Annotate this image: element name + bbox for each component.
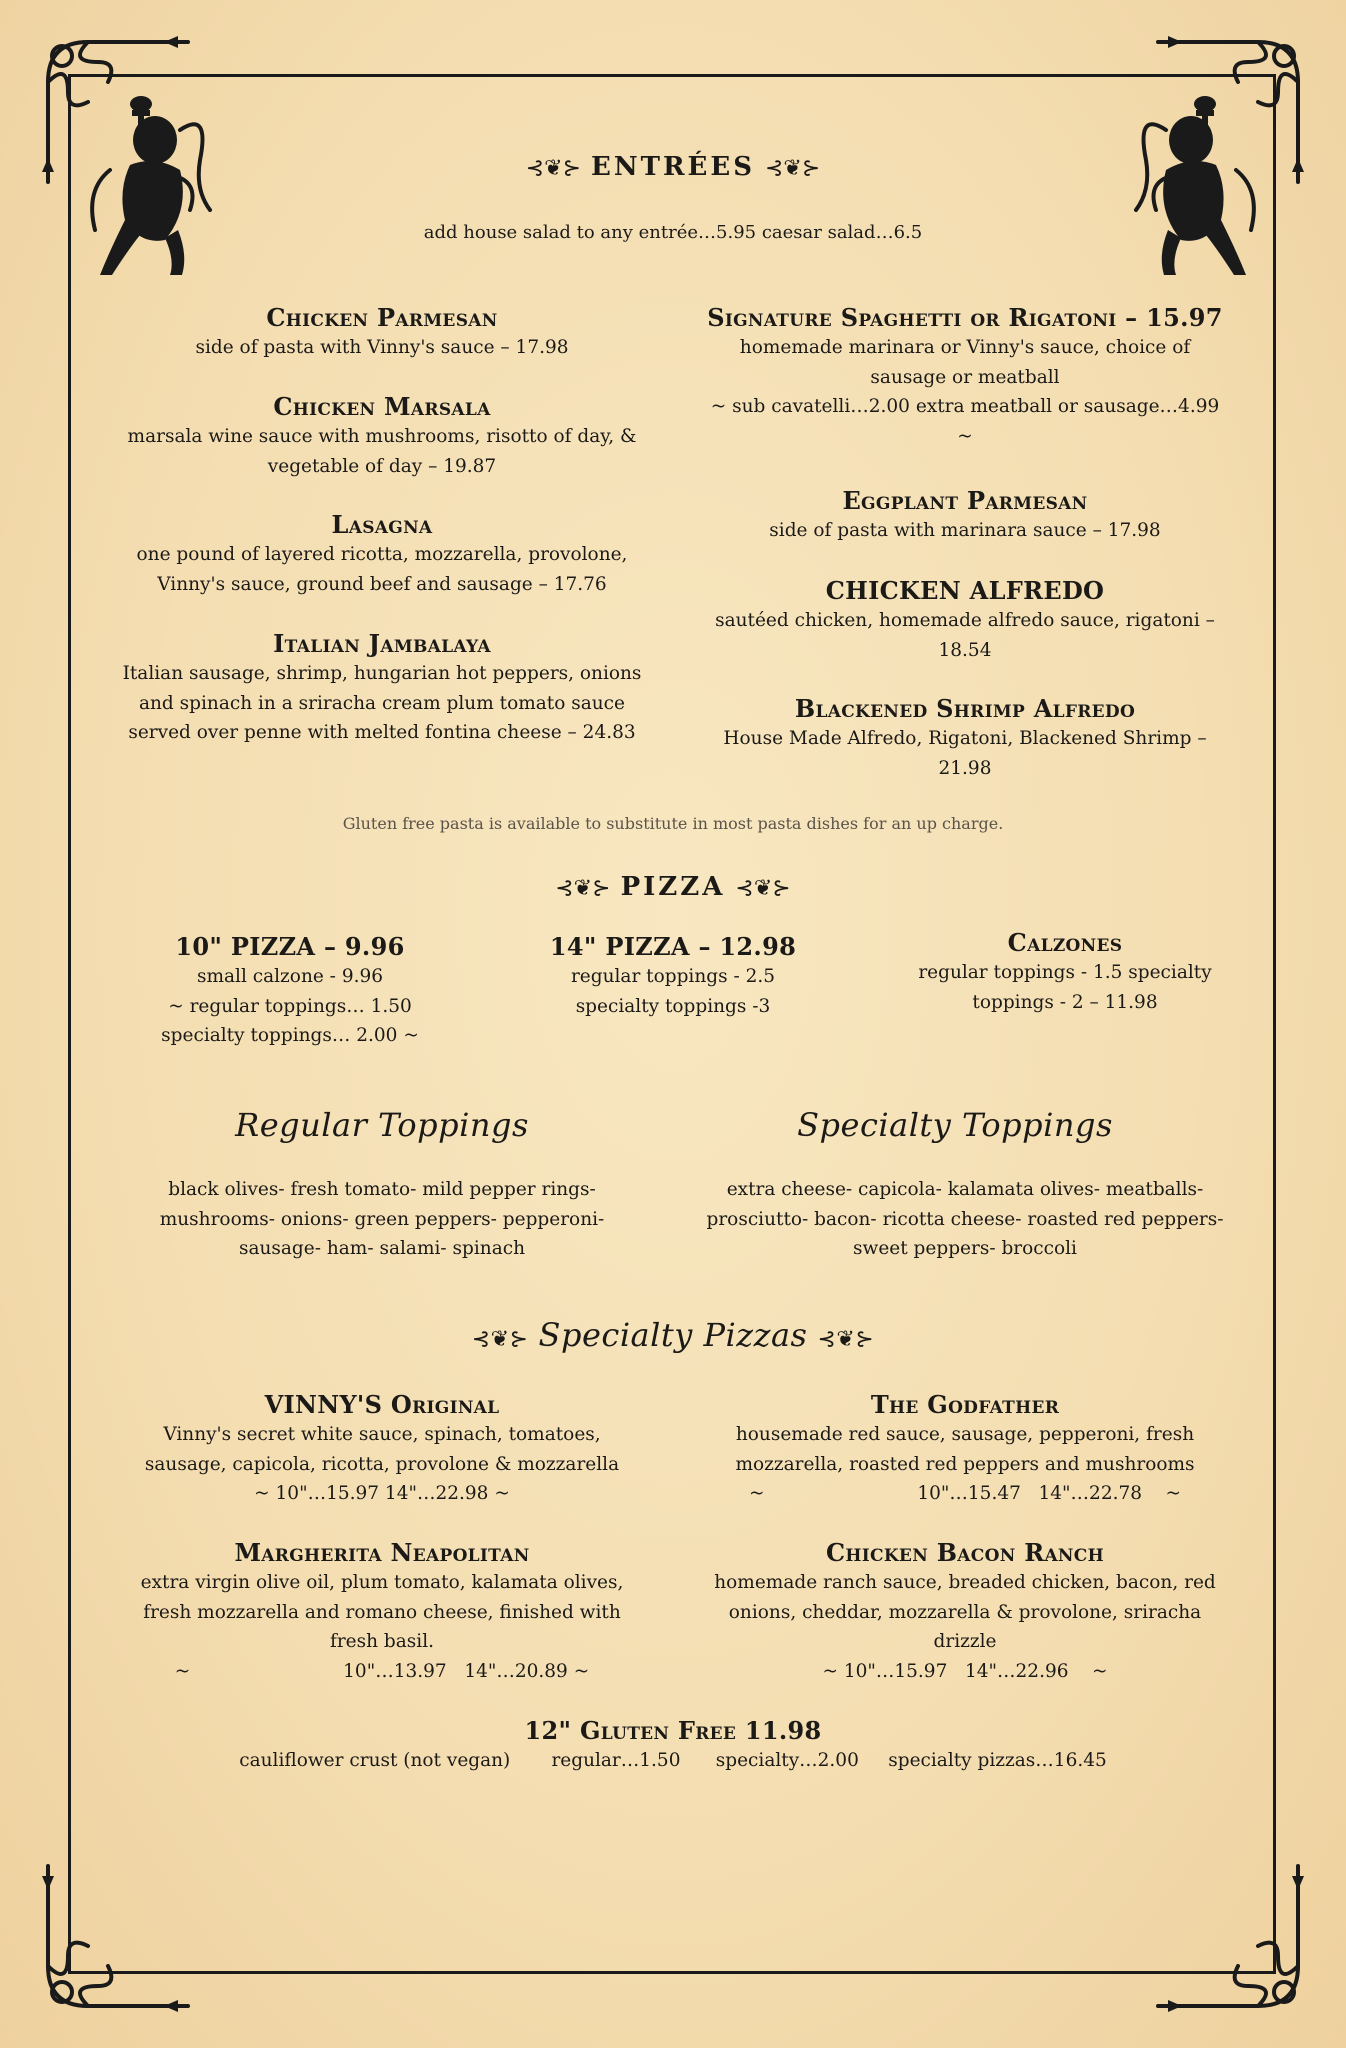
item-desc: one pound of layered ricotta, mozzarella, provolone, Vinny's sauce, ground beef and sausage – 17.76 <box>136 544 628 595</box>
item-name: 10" PIZZA – 9.96 <box>175 932 405 961</box>
item-name: Calzones <box>1007 928 1123 957</box>
item-name: Margherita Neapolitan <box>234 1538 530 1567</box>
entrees-title: ⊰❦⊱ ENTRÉES ⊰❦⊱ <box>525 152 821 182</box>
fleuron-icon: ⊰❦⊱ <box>764 156 821 181</box>
item-name: 14" PIZZA – 12.98 <box>549 932 797 961</box>
item-price: ~ 10"…15.47 14"…22.78 ~ <box>748 1483 1182 1504</box>
specialty-toppings-title: Specialty Toppings <box>797 1106 1113 1144</box>
item-name: Eggplant Parmesan <box>842 486 1088 515</box>
regular-toppings-list: black olives- fresh tomato- mild pepper rings- mushrooms- onions- green peppers- pepperoni- sausage- ham- salami- spinach <box>159 1179 605 1259</box>
menu-item <box>122 628 642 748</box>
item-desc: marsala wine sauce with mushrooms, risotto of day, & vegetable of day – 19.87 <box>127 426 637 477</box>
specialty-pizzas-title: ⊰❦⊱ Specialty Pizzas ⊰❦⊱ <box>471 1316 875 1354</box>
item-desc: homemade marinara or Vinny's sauce, choice of sausage or meatball <box>739 337 1191 388</box>
pizza-size: 14" PIZZA – 12.98 regular toppings - 2.5 specialty toppings -3 <box>503 931 843 1021</box>
item-name: Chicken Parmesan <box>266 303 498 332</box>
pizza-size: 10" PIZZA – 9.96 small calzone - 9.96 ~ regular toppings… 1.50 specialty toppings… 2.00 ~ <box>120 931 460 1051</box>
item-desc: Vinny's secret white sauce, spinach, tomatoes, sausage, capicola, ricotta, provolone & mozzarella <box>144 1424 620 1475</box>
item-name: Chicken Bacon Ranch <box>826 1538 1104 1567</box>
item-desc: housemade red sauce, sausage, pepperoni, fresh mozzarella, roasted red peppers and mushrooms <box>735 1424 1195 1475</box>
item-name: Lasagna <box>331 510 433 539</box>
fleuron-icon: ⊰❦⊱ <box>555 876 611 901</box>
corner-flourish-icon <box>1138 1846 1318 2026</box>
salad-note: add house salad to any entrée…5.95 caesar salad…6.5 <box>423 222 923 243</box>
item-name: CHICKEN ALFREDO <box>825 576 1105 605</box>
pizza-size: Calzones regular toppings - 1.5 specialty toppings - 2 – 11.98 <box>905 927 1225 1017</box>
item-extra: ~ sub cavatelli…2.00 extra meatball or sausage…4.99 ~ <box>710 396 1220 447</box>
item-name: The Godfather <box>870 1390 1060 1419</box>
item-name: 12" Gluten Free 11.98 <box>524 1716 822 1745</box>
item-name: Chicken Marsala <box>273 392 491 421</box>
item-name: Signature Spaghetti or Rigatoni – 15.97 <box>707 303 1223 332</box>
menu-item <box>122 509 642 599</box>
regular-toppings-title: Regular Toppings <box>235 1106 529 1144</box>
specialty-toppings-list: extra cheese- capicola- kalamata olives- meatballs- prosciutto- bacon- ricotta cheese- roasted red peppers- sweet peppers- broccoli <box>706 1179 1224 1259</box>
item-desc: side of pasta with marinara sauce – 17.98 <box>769 520 1161 541</box>
item-desc: side of pasta with Vinny's sauce – 17.98 <box>195 337 569 358</box>
item-desc: homemade ranch sauce, breaded chicken, bacon, red onions, cheddar, mozzarella & provolone, sriracha drizzle <box>714 1572 1216 1652</box>
menu-item <box>705 1537 1225 1686</box>
menu-item <box>705 485 1225 546</box>
item-desc: cauliflower crust (not vegan) regular…1.50 specialty…2.00 specialty pizzas…16.45 <box>239 1750 1107 1771</box>
menu-item <box>705 302 1225 451</box>
item-desc: Italian sausage, shrimp, hungarian hot peppers, onions and spinach in a sriracha cream plum tomato sauce served over penne with melted fontina cheese – 24.83 <box>122 663 642 743</box>
menu-item <box>705 1389 1225 1509</box>
item-name: Blackened Shrimp Alfredo <box>794 694 1136 723</box>
fleuron-icon: ⊰❦⊱ <box>817 1327 875 1352</box>
fleuron-icon: ⊰❦⊱ <box>525 156 582 181</box>
menu-item <box>705 693 1225 783</box>
item-name: Italian Jambalaya <box>273 629 491 658</box>
item-name: VINNY'S Original <box>264 1390 500 1419</box>
gluten-free-note: Gluten free pasta is available to substitute in most pasta dishes for an up charge. <box>342 814 1004 833</box>
menu-item <box>122 391 642 481</box>
item-desc: sautéed chicken, homemade alfredo sauce, rigatoni – 18.54 <box>715 610 1215 661</box>
menu-item <box>122 1389 642 1509</box>
menu-item <box>705 575 1225 665</box>
menu-item <box>122 1537 642 1686</box>
item-price: ~ 10"…15.97 14"…22.98 ~ <box>254 1483 510 1504</box>
corner-flourish-icon <box>28 1846 208 2026</box>
gluten-free-pizza <box>150 1715 1196 1776</box>
item-price: ~ 10"…15.97 14"…22.96 ~ <box>822 1660 1108 1682</box>
item-desc: extra virgin olive oil, plum tomato, kalamata olives, fresh mozzarella and romano cheese, finished with fresh basil. <box>140 1572 624 1652</box>
item-desc: House Made Alfredo, Rigatoni, Blackened Shrimp – 21.98 <box>723 728 1207 779</box>
menu-item <box>122 302 642 363</box>
pizza-title: ⊰❦⊱ PIZZA ⊰❦⊱ <box>555 872 791 902</box>
fleuron-icon: ⊰❦⊱ <box>471 1327 529 1352</box>
fleuron-icon: ⊰❦⊱ <box>735 876 791 901</box>
item-price: ~ 10"…13.97 14"…20.89 ~ <box>174 1660 590 1682</box>
